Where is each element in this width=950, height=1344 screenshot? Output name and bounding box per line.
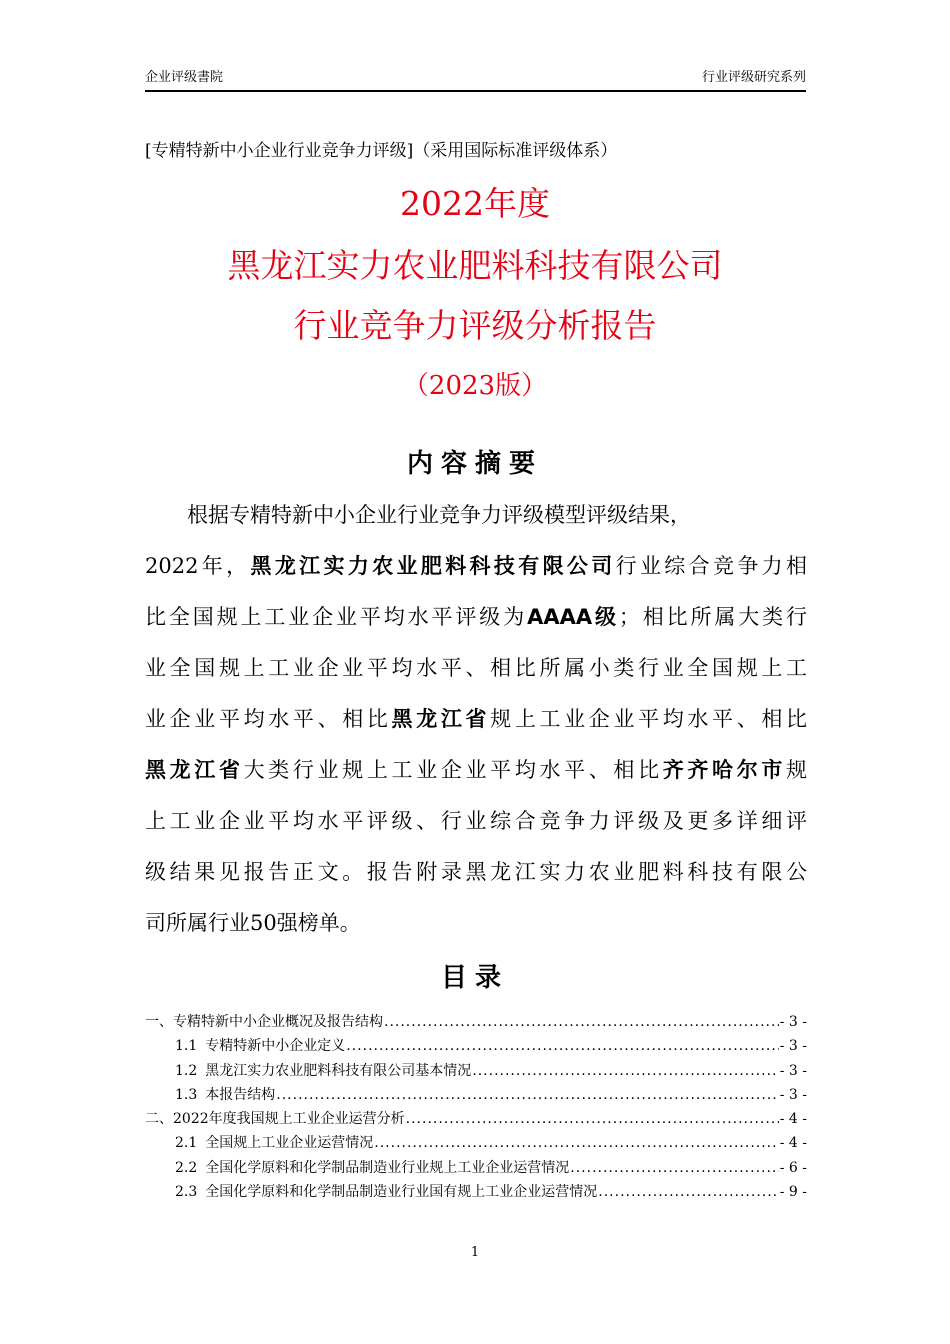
table-of-contents: [145, 1010, 807, 1204]
toc-entry-page: - 3 -: [779, 1014, 807, 1030]
report-subtitle: [专精特新中小企业行业竞争力评级]（采用国际标准评级体系）: [145, 141, 618, 161]
title-year: 2022年度: [400, 184, 550, 223]
toc-entry-page: - 4 -: [779, 1111, 807, 1128]
toc-entry-page: - 3 -: [779, 1038, 807, 1055]
abstract-emphasis: 黑龙江实力农业肥料科技有限公司: [250, 554, 616, 578]
toc-entry-label: 全国化学原料和化学制品制造业行业规上工业企业运营情况: [205, 1159, 570, 1176]
toc-entry[interactable]: [145, 1059, 807, 1083]
abstract-text: 业企业平均水平、相比: [145, 707, 392, 731]
toc-entry-number: 二、: [145, 1111, 173, 1128]
abstract-line: [145, 796, 807, 847]
header-publisher: 企业评级書院: [145, 70, 224, 85]
abstract-text: 大类行业规上工业企业平均水平、相比: [243, 758, 663, 782]
title-version: （2023版）: [402, 371, 548, 401]
toc-entry-number: 2.2: [175, 1159, 198, 1176]
toc-entry-label: 专精特新中小企业概况及报告结构: [173, 1014, 383, 1030]
toc-entry[interactable]: [145, 1107, 807, 1131]
abstract-text: 根据专精特新中小企业行业竞争力评级模型评级结果，: [145, 503, 691, 527]
toc-entry-number: 1.1: [175, 1038, 198, 1055]
abstract-line: [145, 847, 807, 898]
toc-leader-dots: [598, 1180, 778, 1204]
toc-leader-dots: [384, 1010, 779, 1034]
toc-entry-label: 本报告结构: [205, 1086, 276, 1103]
abstract-emphasis: 齐齐哈尔市: [662, 758, 787, 782]
toc-entry-label: 全国化学原料和化学制品制造业行业国有规上工业企业运营情况: [205, 1184, 598, 1201]
toc-entry-number: 2.1: [175, 1135, 198, 1152]
toc-leader-dots: [276, 1083, 778, 1107]
abstract-text: 业全国规上工业企业平均水平、相比所属小类行业全国规上工: [145, 656, 807, 680]
title-company: 黑龙江实力农业肥料科技有限公司: [227, 246, 723, 285]
page-header: [145, 68, 806, 92]
toc-entry-page: - 3 -: [779, 1062, 807, 1079]
title-report: 行业竞争力评级分析报告: [293, 306, 657, 345]
toc-entry-label: 全国规上工业企业运营情况: [205, 1135, 374, 1152]
abstract-text: 规: [786, 758, 808, 782]
toc-entry-number: 一、: [145, 1014, 173, 1030]
toc-leader-dots: [570, 1156, 778, 1180]
abstract-line: [145, 592, 807, 643]
toc-entry[interactable]: [145, 1083, 807, 1107]
abstract-text: 行业综合竞争力相: [615, 554, 808, 578]
toc-entry-page: - 4 -: [779, 1135, 807, 1152]
toc-leader-dots: [472, 1059, 778, 1083]
toc-entry-number: 1.3: [175, 1086, 198, 1103]
abstract-text: 2022年，: [145, 554, 251, 578]
abstract-emphasis: AAAA级: [527, 605, 619, 629]
page-number: 1: [470, 1245, 480, 1260]
toc-entry[interactable]: [145, 1156, 807, 1180]
abstract-heading: 内容摘要: [406, 449, 543, 479]
abstract-text: 比全国规上工业企业平均水平评级为: [145, 605, 528, 629]
toc-entry-number: 2.3: [175, 1184, 198, 1201]
toc-leader-dots: [374, 1131, 778, 1155]
toc-entry-page: - 9 -: [779, 1184, 807, 1201]
abstract-emphasis: 黑龙江省: [391, 707, 491, 731]
toc-leader-dots: [346, 1034, 778, 1058]
header-series: 行业评级研究系列: [701, 70, 806, 85]
abstract-text: 上工业企业平均水平评级、行业综合竞争力评级及更多详细评: [145, 809, 807, 833]
abstract-text: 规上工业企业平均水平、相比: [490, 707, 808, 731]
abstract-body: [145, 490, 807, 949]
toc-entry-page: - 6 -: [779, 1159, 807, 1176]
toc-entry[interactable]: [145, 1010, 807, 1034]
abstract-text: 级结果见报告正文。报告附录黑龙江实力农业肥料科技有限公: [145, 860, 807, 884]
abstract-line: [145, 745, 807, 796]
abstract-line: [145, 694, 807, 745]
toc-entry-number: 1.2: [175, 1062, 198, 1079]
toc-entry-label: 2022年度我国规上工业企业运营分析: [173, 1111, 405, 1128]
abstract-emphasis: 黑龙江省: [145, 758, 244, 782]
toc-heading: 目录: [440, 963, 509, 993]
abstract-line: [145, 490, 807, 541]
abstract-line: [145, 643, 807, 694]
toc-entry[interactable]: [145, 1034, 807, 1058]
toc-entry[interactable]: [145, 1131, 807, 1155]
toc-entry[interactable]: [145, 1180, 807, 1204]
abstract-line: [145, 541, 807, 592]
toc-leader-dots: [406, 1107, 779, 1131]
toc-entry-label: 黑龙江实力农业肥料科技有限公司基本情况: [205, 1062, 472, 1079]
abstract-text: 司所属行业50强榜单。: [145, 911, 361, 935]
toc-entry-page: - 3 -: [779, 1086, 807, 1103]
abstract-text: ；相比所属大类行: [618, 605, 808, 629]
toc-entry-label: 专精特新中小企业定义: [205, 1038, 346, 1055]
abstract-line: [145, 898, 807, 949]
